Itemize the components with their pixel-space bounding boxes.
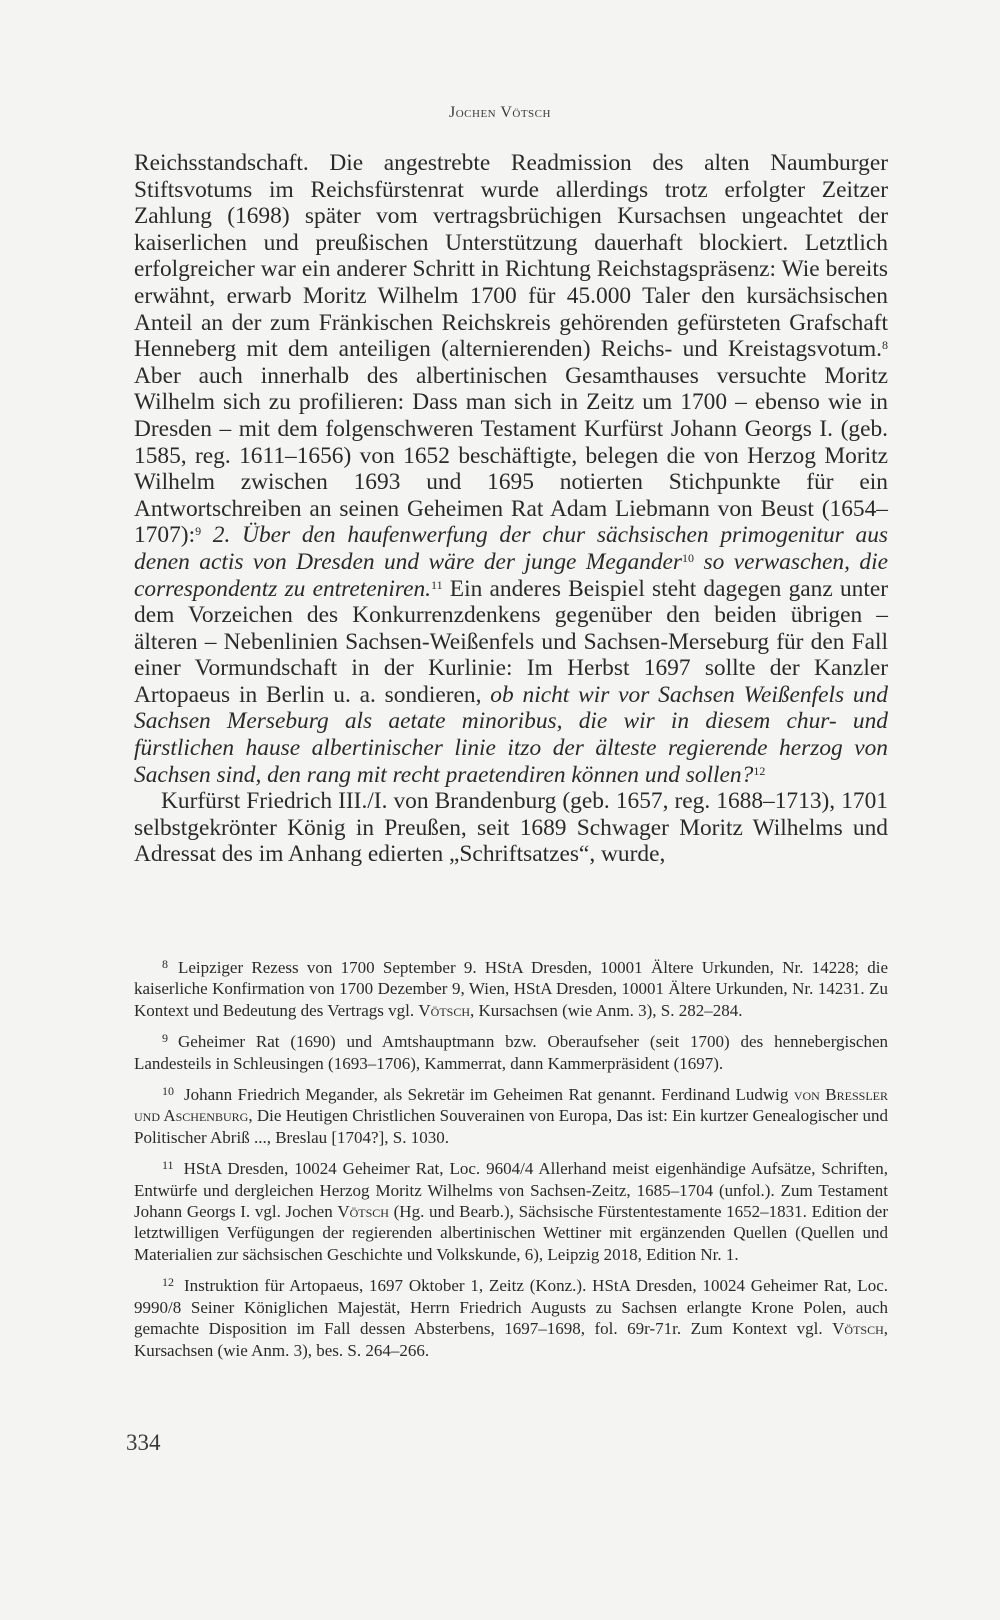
footnote-number: 8 bbox=[162, 957, 168, 971]
footnote-text: , Kursachsen (wie Anm. 3), S. 282–284. bbox=[470, 1000, 743, 1020]
paragraph-1 bbox=[134, 150, 888, 788]
footnote-text: , Die Heutigen Christlichen Souverainen von Europa, Das ist: Ein kurtzer Genealogischer und Politischer Abriß ..., Breslau [1704?], S. 1030. bbox=[134, 1106, 888, 1147]
footnote-number: 10 bbox=[162, 1084, 174, 1099]
paragraph-2: Kurfürst Friedrich III./I. von Brandenburg (geb. 1657, reg. 1688–1713), 1701 selbstgekrönter König in Preußen, seit 1689 Schwager Moritz Wilhelms und Adressat des im Anhang edierten „Schriftsatzes“, wurde, bbox=[134, 788, 888, 868]
footnote-11 bbox=[134, 1155, 888, 1265]
footnote-text: HStA Dresden, 10024 Geheimer Rat, Loc. 9604/4 Allerhand meist eigenhändige Aufsätze, Schriften, Entwürfe und dergleichen Herzog Moritz Wilhelms von Sachsen-Zeitz, 1685–1704 (unfol.). Zum Testament Johann Georgs I. vgl. Jochen bbox=[134, 1159, 888, 1222]
footnote-ref-9[interactable]: 9 bbox=[195, 524, 202, 539]
footnote-9 bbox=[134, 1028, 888, 1074]
footnote-number: 12 bbox=[162, 1275, 174, 1290]
footnote-number: 11 bbox=[162, 1158, 174, 1173]
running-head: Jochen Vötsch bbox=[449, 104, 551, 121]
footnote-number: 9 bbox=[162, 1031, 168, 1046]
author-name: Vötsch bbox=[337, 1202, 389, 1222]
footnote-text: Instruktion für Artopaeus, 1697 Oktober 1, Zeitz (Konz.). HStA Dresden, 10024 Geheimer Rat, Loc. 9990/8 Seiner Königlichen Majestät, Herrn Friedrich Augusts zu Sachsen erlangte Krone Polen, auch gemachte Disposition im Fall dessen Absterbens, 1697–1698, fol. 69r-71r. Zum Kontext vgl. bbox=[134, 1276, 888, 1339]
footnote-text: (Hg. und Bearb.), Sächsische Fürstentestamente 1652–1831. Edition der letztwilligen Verfügungen der regierenden albertinischen Wettiner mit ergänzenden Quellen (Quellen und Materialien zur sächsischen Geschichte und Volkskunde, 6), Leipzig 2018, Edition Nr. 1. bbox=[134, 1202, 889, 1264]
footnote-8 bbox=[134, 954, 888, 1021]
paragraph-1-text-a: Reichsstandschaft. Die angestrebte Readmission des alten Naumburger Stiftsvotums im Reichsfürstenrat wurde allerdings trotz erfolgter Zeitzer Zahlung (1698) später vom vertragsbrüchigen Kursachsen ungeachtet der kaiserlichen und preußischen Unterstützung dauerhaft blockiert. Letztlich erfolgreicher war ein anderer Schritt in Richtung Reichstagspräsenz: Wie bereits erwähnt, erwarb Moritz Wilhelm 1700 für 45.000 Taler den kursächsischen Anteil an der zum Fränkischen Reichskreis gehörenden gefürsteten Grafschaft Henneberg mit dem anteiligen (alternierenden) Reichs- und Kreistagsvotum. bbox=[134, 150, 888, 363]
page-number: 334 bbox=[126, 1430, 161, 1455]
main-text bbox=[134, 150, 888, 868]
footnotes bbox=[134, 954, 888, 1368]
paragraph-1-text-e: Ein anderes Beispiel steht dagegen ganz unter dem Vorzeichen des Konkurrenzdenkens gegenüber den beiden übrigen – älteren – Nebenlinien Sachsen-Weißenfels und Sachsen-Merseburg für den Fall einer Vormundschaft in der Kurlinie: Im Herbst 1697 sollte der Kanzler Artopaeus in Berlin u. a. sondieren, bbox=[134, 575, 889, 708]
footnote-text: Leipziger Rezess von 1700 September 9. HStA Dresden, 10001 Ältere Urkunden, Nr. 14228; die kaiserliche Konfirmation von 1700 Dezember 9, Wien, HStA Dresden, 10001 Ältere Urkunden, Nr. 14231. Zu Kontext und Bedeutung des Vertrags vgl. bbox=[134, 958, 888, 1020]
footnote-12 bbox=[134, 1272, 888, 1361]
footnote-10 bbox=[134, 1081, 888, 1148]
footnote-ref-8[interactable]: 8 bbox=[882, 338, 888, 353]
quote-1b: so verwaschen, die correspondentz zu entreteniren. bbox=[134, 548, 888, 602]
footnote-text: , Kursachsen (wie Anm. 3), bes. S. 264–266. bbox=[134, 1319, 888, 1360]
author-name: von Bressler und Aschenburg bbox=[134, 1085, 888, 1126]
quote-1a: 2. Über den haufenwerfung der chur sächsischen primogenitur aus denen actis von Dresden und wäre der junge Megander bbox=[134, 522, 888, 575]
footnote-ref-11[interactable]: 11 bbox=[431, 577, 443, 592]
author-name: Vötsch bbox=[832, 1319, 884, 1339]
footnote-ref-12[interactable]: 12 bbox=[753, 763, 766, 778]
quote-2: ob nicht wir vor Sachsen Weißenfels und Sachsen Merseburg als aetate minoribus, die wir in diesem chur- und fürstlichen hause albertinischer linie itzo der älteste regierende herzog von Sachsen sind, den rang mit recht praetendiren können und sollen? bbox=[134, 681, 888, 788]
author-name: Vötsch bbox=[418, 1000, 471, 1020]
footnote-text: Johann Friedrich Megander, als Sekretär im Geheimen Rat genannt. Ferdinand Ludwig bbox=[184, 1085, 794, 1105]
paragraph-1-text-b: Aber auch innerhalb des albertinischen Gesamthauses versuchte Moritz Wilhelm sich zu profilieren: Dass man sich in Zeitz um 1700 – ebenso wie in Dresden – mit dem folgenschweren Testament Kurfürst Johann Georgs I. (geb. 1585, reg. 1611–1656) von 1652 beschäftigte, belegen die von Herzog Moritz Wilhelm zwischen 1693 und 1695 notierten Stichpunkte für ein Antwortschreiben an seinen Geheimen Rat Adam Liebmann von Beust (1654–1707): bbox=[134, 362, 888, 549]
footnote-text: Geheimer Rat (1690) und Amtshauptmann bzw. Oberaufseher (seit 1700) des hennebergischen Landesteils in Schleusingen (1693–1706), Kammerrat, dann Kammerpräsident (1697). bbox=[134, 1032, 888, 1073]
footnote-ref-10[interactable]: 10 bbox=[682, 550, 695, 565]
